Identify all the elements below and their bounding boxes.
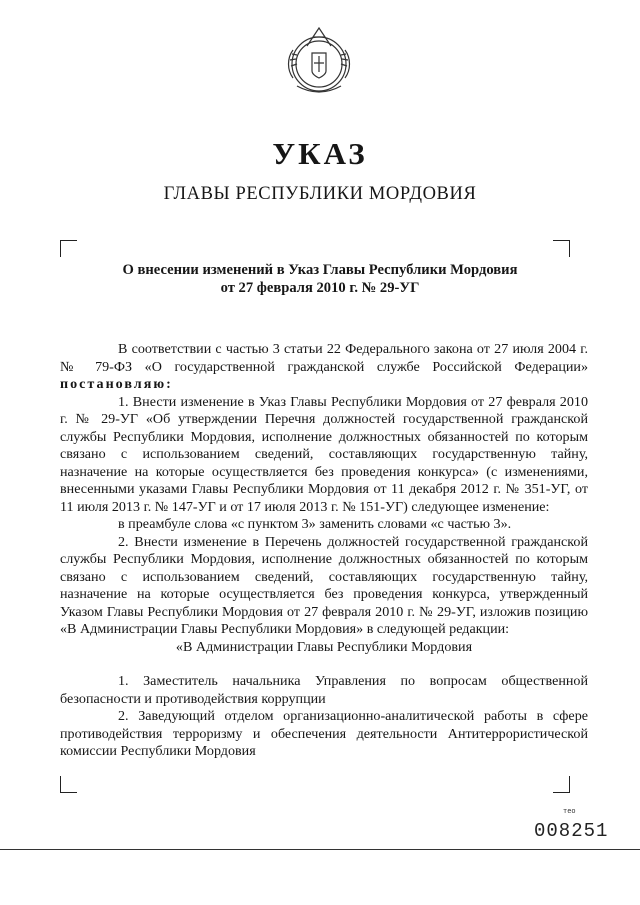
corner-mark-top-left: [60, 240, 77, 257]
preamble-text: В соответствии с частью 3 статьи 22 Федерального закона от 27 июля 2004 г. № 79-ФЗ «О государственной гражданской службе Российской Федерации»: [60, 341, 588, 375]
decree-heading: [100, 261, 540, 297]
serial-number-stamp: 008251: [534, 820, 609, 842]
document-subtitle: ГЛАВЫ РЕСПУБЛИКИ МОРДОВИЯ: [163, 184, 477, 204]
footer-rule: [0, 849, 640, 850]
decree-body: [60, 341, 588, 761]
corner-mark-bottom-right: [553, 776, 570, 793]
list-item-1: 1. Заместитель начальника Управления по вопросам общественной безопасности и противодействия коррупции: [60, 673, 588, 707]
decree-heading-line-2: от 27 февраля 2010 г. № 29-УГ: [220, 280, 420, 296]
stamp-small-mark: тео: [563, 808, 576, 816]
preamble-paragraph: [60, 341, 588, 394]
document-title: УКАЗ: [272, 136, 368, 171]
quote-heading: «В Администрации Главы Республики Мордовия: [175, 638, 473, 655]
coat-of-arms-emblem-icon: [279, 20, 359, 100]
item-2-paragraph: 2. Внести изменение в Перечень должностей государственной гражданской службы Республики Мордовия, исполнение должностных обязанностей по которым связано с использованием сведений, составляющих государственную тайну, назначение на которые осуществляется без проведения конкурса, утвержденный Указом Главы Республики Мордовия от 27 февраля 2010 г. № 29-УГ, изложив позицию «В Администрации Главы Республики Мордовия» в следующей редакции:: [60, 533, 588, 637]
corner-mark-bottom-left: [60, 776, 77, 793]
decree-word: постановляю:: [60, 376, 173, 392]
item-1-paragraph: 1. Внести изменение в Указ Главы Республики Мордовия от 27 февраля 2010 г. № 29-УГ «Об утверждении Перечня должностей государственной гражданской службы Республики Мордовия, исполнение должностных обязанностей по которым связано с использованием сведений, составляющих государственную тайну, назначение на которые осуществляется без проведения конкурса» (с изменениями, внесенными указами Главы Республики Мордовия от 11 декабря 2012 г. № 351-УГ, от 11 июля 2013 г. № 147-УГ и от 17 июля 2013 г. № 151-УГ) следующее изменение:: [60, 393, 588, 515]
item-1-detail-paragraph: в преамбуле слова «с пунктом 3» заменить словами «с частью 3».: [118, 516, 512, 532]
decree-heading-line-1: О внесении изменений в Указ Главы Республики Мордовия: [122, 262, 518, 278]
corner-mark-top-right: [553, 240, 570, 257]
list-item-2: 2. Заведующий отделом организационно-аналитической работы в сфере противодействия терроризму и обеспечения деятельности Антитеррористической комиссии Республики Мордовия: [60, 708, 588, 759]
